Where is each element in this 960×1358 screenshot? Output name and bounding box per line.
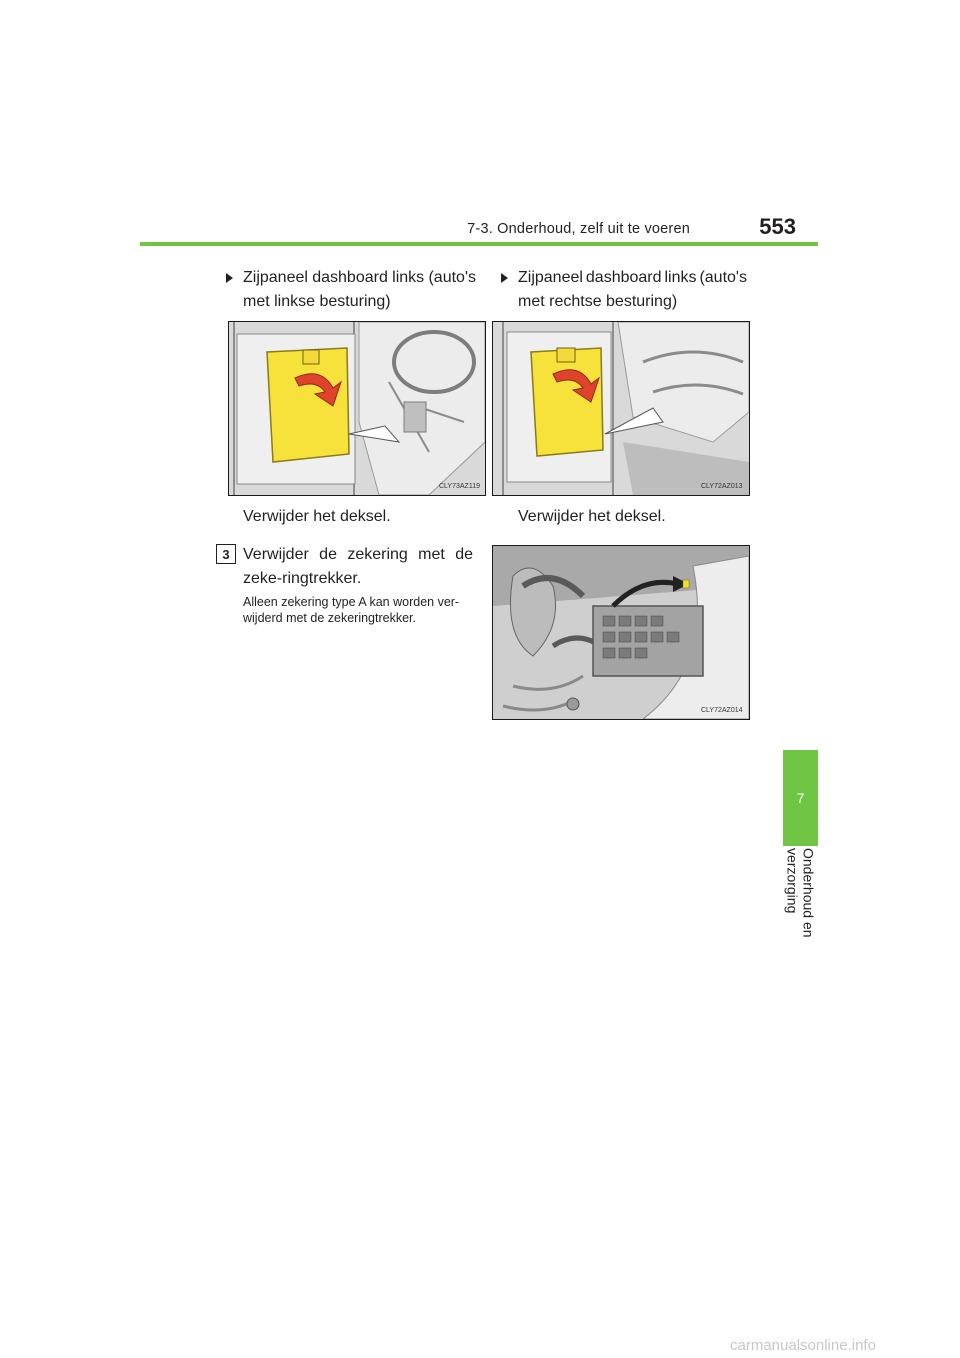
chapter-number: 7	[796, 790, 805, 806]
image-code: CLY72AZ014	[701, 707, 743, 714]
page-number: 553	[759, 214, 796, 239]
section-title: 7-3. Onderhoud, zelf uit te voeren	[467, 221, 690, 237]
header-rule	[140, 242, 818, 246]
figure-dashboard-side-panel-lhd	[228, 321, 486, 496]
step-note: Alleen zekering type A kan worden ver-wijderd met de zekeringtrekker.	[243, 595, 460, 625]
bullet-triangle-icon	[501, 273, 508, 283]
bullet-left-hand-drive	[243, 266, 476, 314]
bullet-line2: met linkse besturing)	[243, 293, 391, 310]
bullet-line2: met rechtse besturing)	[518, 293, 678, 310]
caption-right: Verwijder het deksel.	[518, 508, 666, 525]
watermark: carmanualsonline.info	[730, 1337, 876, 1354]
chapter-label: Onderhoud en verzorging	[784, 848, 817, 938]
caption-left: Verwijder het deksel.	[243, 508, 391, 525]
bullet-triangle-icon	[226, 273, 233, 283]
chapter-number-tab	[783, 750, 818, 846]
image-code: CLY73AZ119	[439, 483, 480, 490]
step-number-badge: 3	[216, 544, 236, 564]
bullet-line1: Zijpaneel dashboard links (auto's	[243, 269, 476, 286]
bullet-line1: Zijpaneel dashboard links (auto's	[518, 269, 747, 286]
figure-fuse-box	[492, 545, 750, 720]
bullet-right-hand-drive	[518, 266, 747, 314]
image-code: CLY72AZ013	[701, 483, 743, 490]
step-instruction: Verwijder de zekering met de zeke-ringtrekker.	[243, 546, 473, 587]
figure-dashboard-side-panel-rhd	[492, 321, 750, 496]
